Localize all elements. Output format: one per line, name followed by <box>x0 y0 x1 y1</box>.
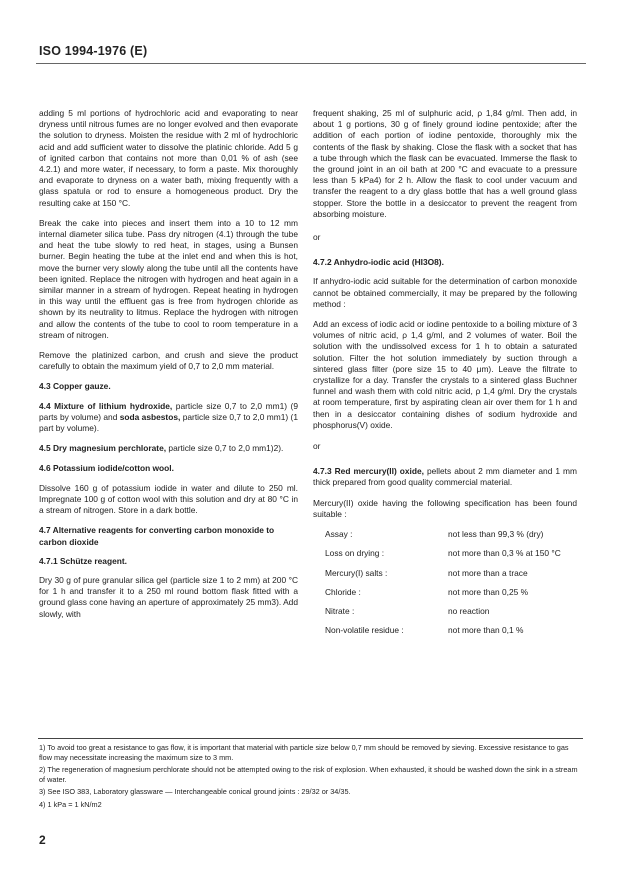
spec-row: Nitrate : no reaction <box>325 605 490 616</box>
section-4-5: 4.5 Dry magnesium perchlorate, particle size 0,7 to 2,0 mm1)2). <box>39 443 284 454</box>
header-rule <box>36 63 586 64</box>
paragraph: Remove the platinized carbon, and crush and sieve the product carefully to obtain the maximum yield of 0,7 to 2,0 mm material. <box>39 350 298 372</box>
footnote-1: 1) To avoid too great a resistance to gas flow, it is important that material with particle size below 0,7 mm should be removed by sieving. Excessive resistance to gas flow may necessitate increasing the maximum size to 3 mm. <box>39 743 569 762</box>
spec-row: Assay : not less than 99,3 % (dry) <box>325 529 544 540</box>
footnote-4: 4) 1 kPa = 1 kN/m2 <box>39 799 102 809</box>
right-column <box>313 108 577 644</box>
section-heading-4-6: 4.6 Potassium iodide/cotton wool. <box>39 463 174 474</box>
paragraph: Mercury(II) oxide having the following specification has been found suitable : <box>313 497 577 519</box>
spec-row: Mercury(I) salts : not more than a trace <box>325 567 528 578</box>
paragraph: adding 5 ml portions of hydrochloric acid and evaporating to near dryness until nitrous fumes are no longer evolved and then evaporate the solution to dryness. Moisten the residue with 2 ml of hydrochloric acid and add sufficient water to dissolve the platinic chloride. Add 5 g of ignited carbon that contains not more than 0,01 % of ash (see 4.2.1) and more water, if necessary, to form a paste. Mix thoroughly and evaporate to dryness on a water bath, mixing frequently with a glass spatula or rod to ensure a homogeneous product. Dry the resulting cake at 150 °C. <box>39 108 298 208</box>
paragraph: frequent shaking, 25 ml of sulphuric acid, ρ 1,84 g/ml. Then add, in about 1 g portions, 30 g of finely ground iodine pentoxide; after the addition of each portion of iodine pentoxide, thoroughly mix the contents of the flask by shaking. Close the flask with a socket that has a tube through which the flask can be evacuated. Immerse the flask to the ground joint in an oil bath at 200 °C and evacuate to a pressure less than 5 kPa4) for 2 h. Allow the flask to cool under vacuum and transfer the reagent to a dry glass bottle that has a well ground glass stopper. Store the bottle in a desiccator to prevent the reagent from absorbing moisture. <box>313 108 577 219</box>
section-4-7-3: 4.7.3 Red mercury(II) oxide, pellets about 2 mm diameter and 1 mm thick prepared from good quality commercial material. <box>313 466 577 488</box>
document-header: ISO 1994-1976 (E) <box>39 44 148 58</box>
left-column <box>39 108 298 629</box>
section-heading-4-7: 4.7 Alternative reagents for converting carbon monoxide to carbon dioxide <box>39 525 275 547</box>
paragraph: Dry 30 g of pure granular silica gel (particle size 1 to 2 mm) at 200 °C for 1 h and transfer it to a 250 ml round bottom flask fitted with a ground glass cone having an aperture of approximately 25 mm3). Add slowly, with <box>39 574 298 619</box>
spec-row: Chloride : not more than 0,25 % <box>325 586 529 597</box>
section-heading-4-7-2: 4.7.2 Anhydro-iodic acid (HI3O8). <box>313 257 444 268</box>
or-separator: or <box>313 441 321 452</box>
page-number: 2 <box>39 833 46 847</box>
footnotes <box>39 743 579 809</box>
section-heading-4-3: 4.3 Copper gauze. <box>39 381 111 392</box>
paragraph: Dissolve 160 g of potassium iodide in water and dilute to 250 ml. Impregnate 100 g of cotton wool with this solution and dry at 80 °C in a stream of nitrogen. Store in a dark bottle. <box>39 482 298 516</box>
spec-row: Loss on drying : not more than 0,3 % at 150 °C <box>325 548 561 559</box>
section-4-4: 4.4 Mixture of lithium hydroxide, particle size 0,7 to 2,0 mm1) (9 parts by volume) and soda asbestos, particle size 0,7 to 2,0 mm1) (1 part by volume). <box>39 400 299 434</box>
paragraph: Break the cake into pieces and insert them into a 10 to 12 mm internal diameter silica tube. Pass dry nitrogen (4.1) through the tube and heat the tube slowly to red heat, in stages, using a Bunsen burner. Begin heating the tube at the inlet end and when this is hot, move the burner very slowly along the tube until all the contents have been ignited. Replace the nitrogen with hydrogen and heat again in a similar manner in a stream of hydrogen. Repeat heating in hydrogen in this way until the effluent gas is free from hydrogen chloride as shown by its neutrality to litmus. Replace the hydrogen with nitrogen and allow the contents of the tube to cool to room temperature in a stream of nitrogen. <box>39 217 298 340</box>
footnote-rule <box>38 738 583 739</box>
spec-row: Non-volatile residue : not more than 0,1 % <box>325 625 524 636</box>
or-separator: or <box>313 232 321 243</box>
footnote-2: 2) The regeneration of magnesium perchlorate should not be attempted owing to the risk of explosion. When exhausted, it should be washed down the sink in a stream of water. <box>39 765 578 784</box>
section-heading-4-7-1: 4.7.1 Schütze reagent. <box>39 555 127 566</box>
footnote-3: 3) See ISO 383, Laboratory glassware — Interchangeable conical ground joints : 29/32 or 34/35. <box>39 787 351 796</box>
paragraph: Add an excess of iodic acid or iodine pentoxide to a boiling mixture of 3 volumes of nitric acid, ρ 1,4 g/ml, and 2 volumes of water. Boil the solution with the undissolved excess for 1 h to obtain a saturated solution. Filter the hot solution immediately by suction through a sintered glass filter (pore size 15 to 40 μm). Leave the filtrate to crystallize for a day. Transfer the crystals to a sintered glass Buchner funnel and wash them with cold nitric acid, ρ 1,4 g/ml. Dry the crystals at room temperature, first by aspirating clean air over them for 1 h and then in a desiccator containing dishes of sodium hydroxide and phosphorus(V) oxide. <box>313 319 577 430</box>
paragraph: If anhydro-iodic acid suitable for the determination of carbon monoxide cannot be obtained commercially, it may be prepared by the following method : <box>313 276 577 309</box>
